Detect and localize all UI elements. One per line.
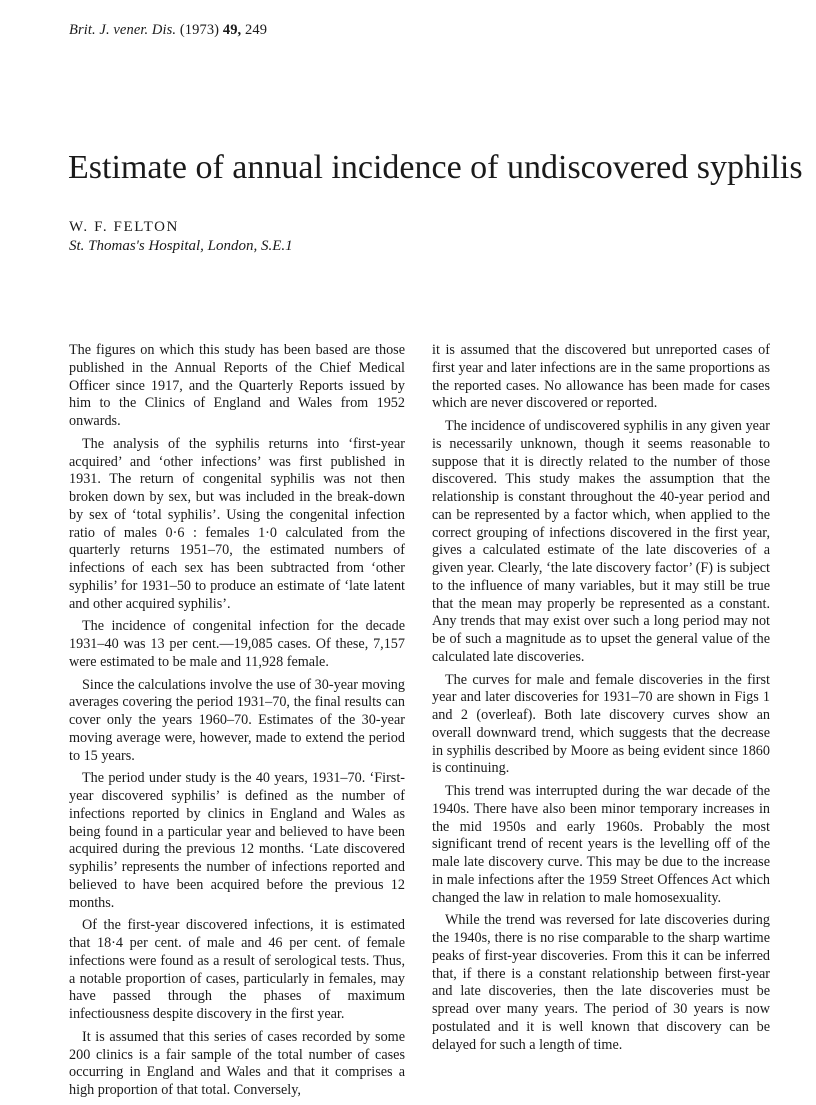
paragraph: The figures on which this study has been based are those published in the Annual Reports of the Chief Medical Officer since 1917, and the Quarterly Reports issued by him to the Clinics of England and Wales from 1952 onwards. — [69, 342, 405, 429]
article-title: Estimate of annual incidence of undiscovered syphilis — [68, 149, 803, 186]
paragraph: The analysis of the syphilis returns into ‘first-year acquired’ and ‘other infections’ was first published in 1931. The return of congenital syphilis was not then broken down by sex, but was included in the break-down by sex of ‘total syphilis’. Using the congenital infection ratio of males 0·6 : females 1·0 calculated from the quarterly returns 1951–70, the estimated numbers of infections of each sex has been subtracted from ‘other syphilis’ for 1931–50 to produce an estimate of ‘late latent and other acquired syphilis’. — [69, 435, 405, 612]
left-column — [69, 342, 405, 1105]
journal-volume: 49, — [222, 22, 242, 38]
author-name: W. F. FELTON — [69, 219, 179, 235]
journal-name: Brit. J. vener. Dis. — [69, 22, 177, 38]
journal-citation — [69, 22, 267, 39]
paragraph: it is assumed that the discovered but unreported cases of first year and later infections are in the same proportions as the reported cases. No allowance has been made for cases which are never discovered or reported. — [432, 342, 770, 412]
paragraph: Of the first-year discovered infections, it is estimated that 18·4 per cent. of male and 46 per cent. of female infections were found as a result of serological tests. Thus, a notable proportion of cases, particularly in females, may have passed through the phases of maximum infectiousness despite discovery in the first year. — [69, 917, 405, 1022]
paragraph: While the trend was reversed for late discoveries during the 1940s, there is no rise comparable to the sharp wartime peaks of first-year discoveries. From this it can be inferred that, if there is a constant relationship between first-year and late discoveries, then the late discoveries must be spread over many years. The period of 30 years is now postulated and it is well known that discovery can be delayed for such a length of time. — [432, 912, 770, 1053]
author-affiliation: St. Thomas's Hospital, London, S.E.1 — [69, 238, 293, 254]
journal-year: (1973) — [179, 22, 220, 38]
paragraph: This trend was interrupted during the war decade of the 1940s. There have also been minor temporary increases in the mid 1950s and early 1960s. Probably the most significant trend of recent years is the levelling off of the male late discovery curve. This may be due to the increase in male infections after the 1959 Street Offences Act which changed the law in relation to male homosexuality. — [432, 783, 770, 906]
paragraph: Since the calculations involve the use of 30-year moving averages covering the period 1931–70, the final results can cover only the years 1960–70. Estimates of the 30-year moving average were, however, made to extend the period to 15 years. — [69, 676, 405, 764]
right-column — [432, 342, 770, 1059]
page-number: 249 — [245, 22, 268, 38]
paragraph: It is assumed that this series of cases recorded by some 200 clinics is a fair sample of the total number of cases occurring in England and Wales and that it comprises a high proportion of that total. Conversely, — [69, 1028, 405, 1098]
paragraph: The incidence of congenital infection for the decade 1931–40 was 13 per cent.—19,085 cases. Of these, 7,157 were estimated to be male and 11,928 female. — [69, 618, 405, 670]
paragraph: The curves for male and female discoveries in the first year and later discoveries for 1931–70 are shown in Figs 1 and 2 (overleaf). Both late discovery curves show an overall downward trend, which suggests that the decrease in syphilis described by Moore as being evident since 1860 is continuing. — [432, 671, 770, 777]
paragraph: The incidence of undiscovered syphilis in any given year is necessarily unknown, though it seems reasonable to suppose that it is directly related to the number of those discovered. This study makes the assumption that the relationship is constant throughout the 40-year period and can be represented by a factor which, when applied to the correct grouping of infections discovered in the first year, gives a calculated estimate of the late discoveries of a given year. Clearly, ‘the late discovery factor’ (F) is subject to the influence of many variables, but it may still be true that the mean may properly be represented as a constant. Any trends that may exist over such a long period may not be of such a magnitude as to upset the general value of the calculated late discoveries. — [432, 418, 770, 665]
paragraph: The period under study is the 40 years, 1931–70. ‘First-year discovered syphilis’ is defined as the number of infections reported by clinics in England and Wales as being found in a particular year and believed to have been acquired during the previous 12 months. ‘Late discovered syphilis’ represents the number of infections reported and believed to have been acquired before the previous 12 months. — [69, 770, 405, 911]
